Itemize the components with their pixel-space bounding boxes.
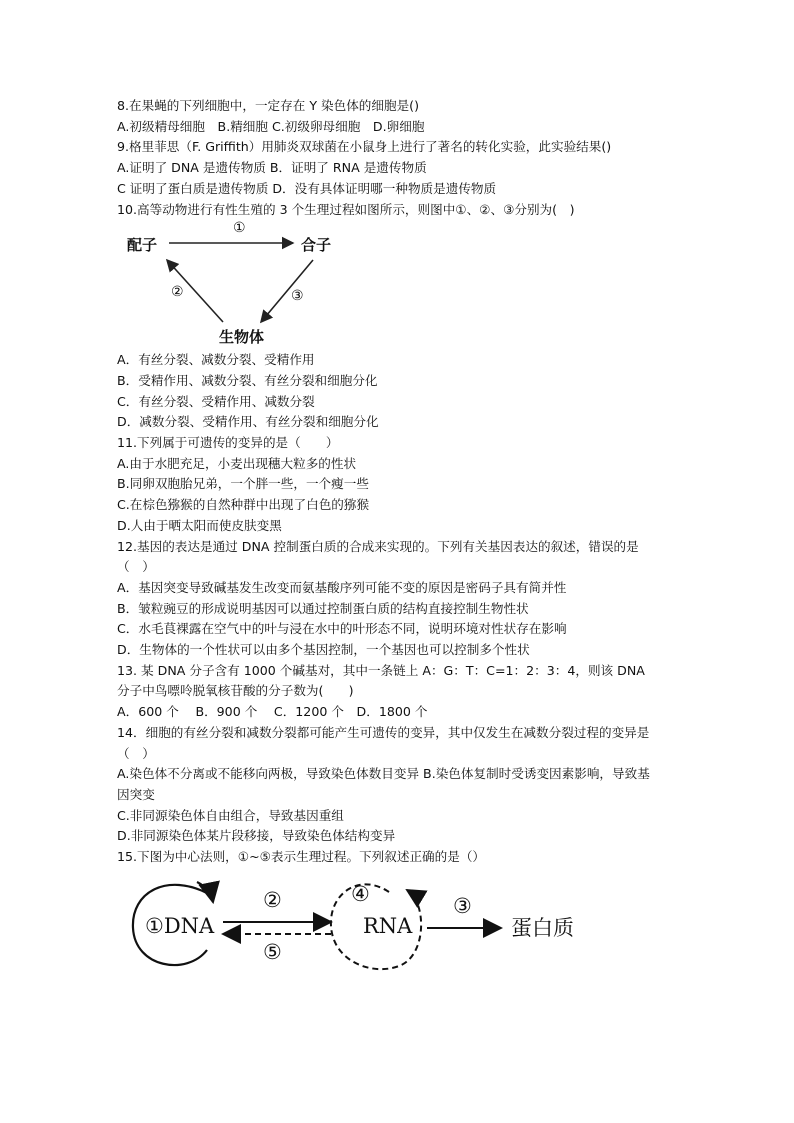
q12-stem-line1: 12.基因的表达是通过 DNA 控制蛋白质的合成来实现的。下列有关基因表达的叙述，错误的是 bbox=[117, 538, 639, 554]
q10-option-d: D．减数分裂、受精作用、有丝分裂和细胞分化 bbox=[117, 414, 379, 430]
central-dogma-diagram bbox=[127, 872, 607, 980]
q14-option-ab-line2: 因突变 bbox=[117, 786, 155, 802]
q11-option-d: D.人由于晒太阳而使皮肤变黑 bbox=[117, 517, 282, 533]
q8-options: A.初级精母细胞 B.精细胞 C.初级卵母细胞 D.卵细胞 bbox=[117, 118, 425, 134]
q11-option-a: A.由于水肥充足，小麦出现穗大粒多的性状 bbox=[117, 455, 357, 471]
label-process-5: ⑤ bbox=[263, 939, 282, 964]
q15-stem: 15.下图为中心法则，①~⑤表示生理过程。下列叙述正确的是（） bbox=[117, 849, 486, 865]
q11-option-c: C.在棕色猕猴的自然种群中出现了白色的猕猴 bbox=[117, 497, 370, 513]
node-organism: 生物体 bbox=[219, 328, 265, 347]
label-3: ③ bbox=[291, 288, 304, 305]
q9-options-ab: A.证明了 DNA 是遗传物质 B．证明了 RNA 是遗传物质 bbox=[117, 160, 427, 176]
q12-option-d: D．生物体的一个性状可以由多个基因控制，一个基因也可以控制多个性状 bbox=[117, 642, 530, 658]
q13-stem-line1: 13. 某 DNA 分子含有 1000 个碱基对，其中一条链上 A：G：T：C=1：2：3：4，则该 DNA bbox=[117, 662, 645, 678]
q12-option-a: A．基因突变导致碱基发生改变而氨基酸序列可能不变的原因是密码子具有简并性 bbox=[117, 579, 567, 595]
node-zygote: 合子 bbox=[301, 236, 332, 255]
q9-stem: 9.格里菲思（F. Griffith）用肺炎双球菌在小鼠身上进行了著名的转化实验，此实验结果() bbox=[117, 139, 612, 155]
q11-stem: 11.下列属于可遗传的变异的是（ ） bbox=[117, 435, 339, 451]
label-process-4: ④ bbox=[351, 881, 370, 906]
q14-stem-line1: 14．细胞的有丝分裂和减数分裂都可能产生可遗传的变异，其中仅发生在减数分裂过程的变异是 bbox=[117, 724, 650, 740]
exam-page bbox=[117, 96, 709, 980]
q11-option-b: B.同卵双胞胎兄弟，一个胖一些，一个瘦一些 bbox=[117, 476, 369, 492]
node-gamete: 配子 bbox=[127, 236, 158, 255]
label-1: ① bbox=[233, 220, 246, 237]
label-rna: RNA bbox=[363, 913, 413, 938]
q10-option-a: A．有丝分裂、减数分裂、受精作用 bbox=[117, 352, 315, 368]
label-process-3: ③ bbox=[453, 893, 472, 918]
q10-option-b: B．受精作用、减数分裂、有丝分裂和细胞分化 bbox=[117, 372, 378, 388]
sexual-reproduction-diagram bbox=[123, 222, 363, 350]
q14-option-d: D.非同源染色体某片段移接，导致染色体结构变异 bbox=[117, 828, 396, 844]
q10-stem: 10.高等动物进行有性生殖的 3 个生理过程如图所示，则图中①、②、③分别为( ) bbox=[117, 201, 575, 217]
q13-options: A．600 个 B．900 个 C．1200 个 D．1800 个 bbox=[117, 704, 428, 720]
q8-stem: 8.在果蝇的下列细胞中，一定存在 Y 染色体的细胞是() bbox=[117, 98, 420, 113]
arrow-3 bbox=[261, 260, 313, 322]
q9-options-cd: C 证明了蛋白质是遗传物质 D．没有具体证明哪一种物质是遗传物质 bbox=[117, 180, 497, 196]
label-protein: 蛋白质 bbox=[511, 915, 574, 940]
q14-option-c: C.非同源染色体自由组合，导致基因重组 bbox=[117, 807, 344, 823]
q10-option-c: C．有丝分裂、受精作用、减数分裂 bbox=[117, 393, 315, 409]
q14-option-ab-line1: A.染色体不分离或不能移向两极，导致染色体数目变异 B.染色体复制时受诱变因素影响，导致基 bbox=[117, 766, 650, 782]
q14-stem-line2: （ ） bbox=[117, 745, 155, 761]
label-2: ② bbox=[171, 284, 184, 301]
q12-option-c: C．水毛茛裸露在空气中的叶与浸在水中的叶形态不同，说明环境对性状存在影响 bbox=[117, 621, 567, 637]
q12-stem-line2: （ ） bbox=[117, 559, 155, 575]
q13-stem-line2: 分子中鸟嘌呤脱氧核苷酸的分子数为( ) bbox=[117, 683, 354, 699]
label-process-2: ② bbox=[263, 887, 282, 912]
label-dna: ①DNA bbox=[145, 913, 215, 938]
q12-option-b: B．皱粒豌豆的形成说明基因可以通过控制蛋白质的结构直接控制生物性状 bbox=[117, 600, 529, 616]
